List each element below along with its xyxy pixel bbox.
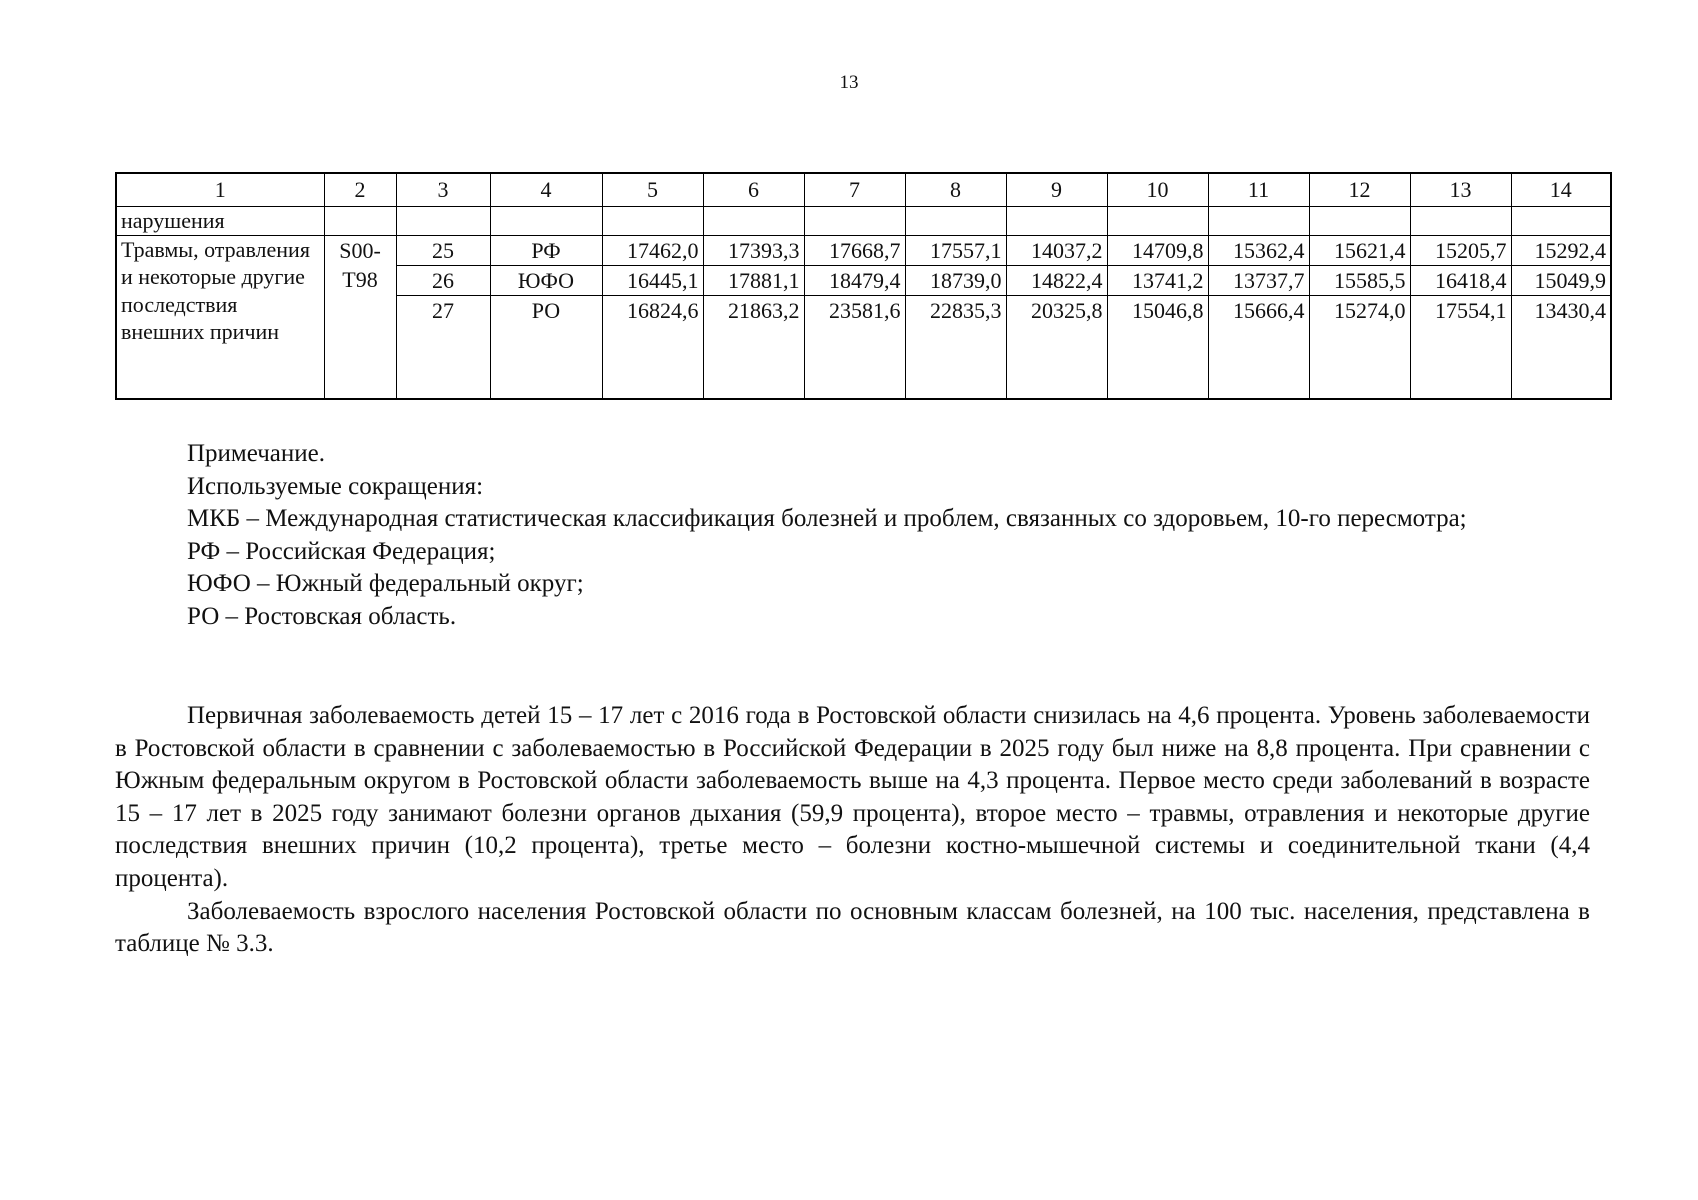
abbreviation-item: МКБ – Международная статистическая классификация болезней и проблем, связанных со здоровьем, 10-го пересмотра; — [187, 505, 1467, 533]
row-number: 26 — [396, 265, 490, 295]
value-cell: 16445,1 — [602, 265, 703, 295]
value-cell: 15274,0 — [1309, 295, 1410, 399]
column-header: 11 — [1208, 173, 1309, 207]
abbreviations-heading: Используемые сокращения: — [187, 472, 484, 500]
abbreviation-item: РФ – Российская Федерация; — [187, 537, 496, 565]
column-header: 8 — [905, 173, 1006, 207]
value-cell: 16418,4 — [1410, 265, 1511, 295]
value-cell: 17462,0 — [602, 235, 703, 265]
value-cell: 18739,0 — [905, 265, 1006, 295]
table-row — [116, 235, 1611, 265]
column-header: 13 — [1410, 173, 1511, 207]
column-header: 1 — [116, 173, 324, 207]
value-cell: 15205,7 — [1410, 235, 1511, 265]
paragraph: Заболеваемость взрослого населения Ростовской области по основным классам болезней, на 100 тыс. населения, представлена в таблице № 3.3. — [115, 897, 1590, 958]
disease-class-label: Травмы, отравления и некоторые другие последствия внешних причин — [116, 235, 324, 399]
column-header: 7 — [804, 173, 905, 207]
column-header: 9 — [1006, 173, 1107, 207]
disease-table — [115, 172, 1612, 400]
table-header-row — [116, 173, 1611, 207]
column-header: 12 — [1309, 173, 1410, 207]
continuation-label: нарушения — [116, 207, 324, 236]
icd-code: S00-T98 — [324, 235, 396, 399]
value-cell: 17557,1 — [905, 235, 1006, 265]
row-number: 27 — [396, 295, 490, 399]
value-cell: 17393,3 — [703, 235, 804, 265]
value-cell: 20325,8 — [1006, 295, 1107, 399]
value-cell: 21863,2 — [703, 295, 804, 399]
row-number: 25 — [396, 235, 490, 265]
value-cell: 15049,9 — [1511, 265, 1611, 295]
value-cell: 13430,4 — [1511, 295, 1611, 399]
value-cell: 15292,4 — [1511, 235, 1611, 265]
value-cell: 15362,4 — [1208, 235, 1309, 265]
column-header: 2 — [324, 173, 396, 207]
value-cell: 15666,4 — [1208, 295, 1309, 399]
column-header: 5 — [602, 173, 703, 207]
value-cell: 17554,1 — [1410, 295, 1511, 399]
region-cell: РО — [490, 295, 602, 399]
abbreviation-item: ЮФО – Южный федеральный округ; — [187, 570, 584, 598]
column-header: 3 — [396, 173, 490, 207]
value-cell: 23581,6 — [804, 295, 905, 399]
value-cell: 14822,4 — [1006, 265, 1107, 295]
value-cell: 17881,1 — [703, 265, 804, 295]
value-cell: 22835,3 — [905, 295, 1006, 399]
column-header: 10 — [1107, 173, 1208, 207]
value-cell: 18479,4 — [804, 265, 905, 295]
note-title: Примечание. — [187, 440, 326, 467]
column-header: 6 — [703, 173, 804, 207]
value-cell: 13737,7 — [1208, 265, 1309, 295]
region-cell: РФ — [490, 235, 602, 265]
value-cell: 16824,6 — [602, 295, 703, 399]
value-cell: 14709,8 — [1107, 235, 1208, 265]
abbreviation-item: РО – Ростовская область. — [187, 602, 457, 630]
value-cell: 15585,5 — [1309, 265, 1410, 295]
column-header: 14 — [1511, 173, 1611, 207]
column-header: 4 — [490, 173, 602, 207]
value-cell: 14037,2 — [1006, 235, 1107, 265]
value-cell: 13741,2 — [1107, 265, 1208, 295]
body-text — [115, 700, 1590, 961]
value-cell: 15621,4 — [1309, 235, 1410, 265]
value-cell: 17668,7 — [804, 235, 905, 265]
paragraph: Первичная заболеваемость детей 15 – 17 лет с 2016 года в Ростовской области снизилась на 4,6 процента. Уровень заболеваемости в Ростовской области в сравнении с заболеваемостью в Российской Федерации в 2025 году был ниже на 8,8 процента. При сравнении с Южным федеральным округом в Ростовской области заболеваемость выше на 4,3 процента. Первое место среди заболеваний в возрасте 15 – 17 лет в 2025 году занимают болезни органов дыхания (59,9 процента), второе место – травмы, отравления и некоторые другие последствия внешних причин (10,2 процента), третье место – болезни костно-мышечной системы и соединительной ткани (4,4 процента). — [115, 702, 1590, 892]
page-number: 13 — [839, 72, 859, 93]
region-cell: ЮФО — [490, 265, 602, 295]
notes-section — [115, 438, 1590, 634]
table-row-continuation — [116, 207, 1611, 236]
value-cell: 15046,8 — [1107, 295, 1208, 399]
